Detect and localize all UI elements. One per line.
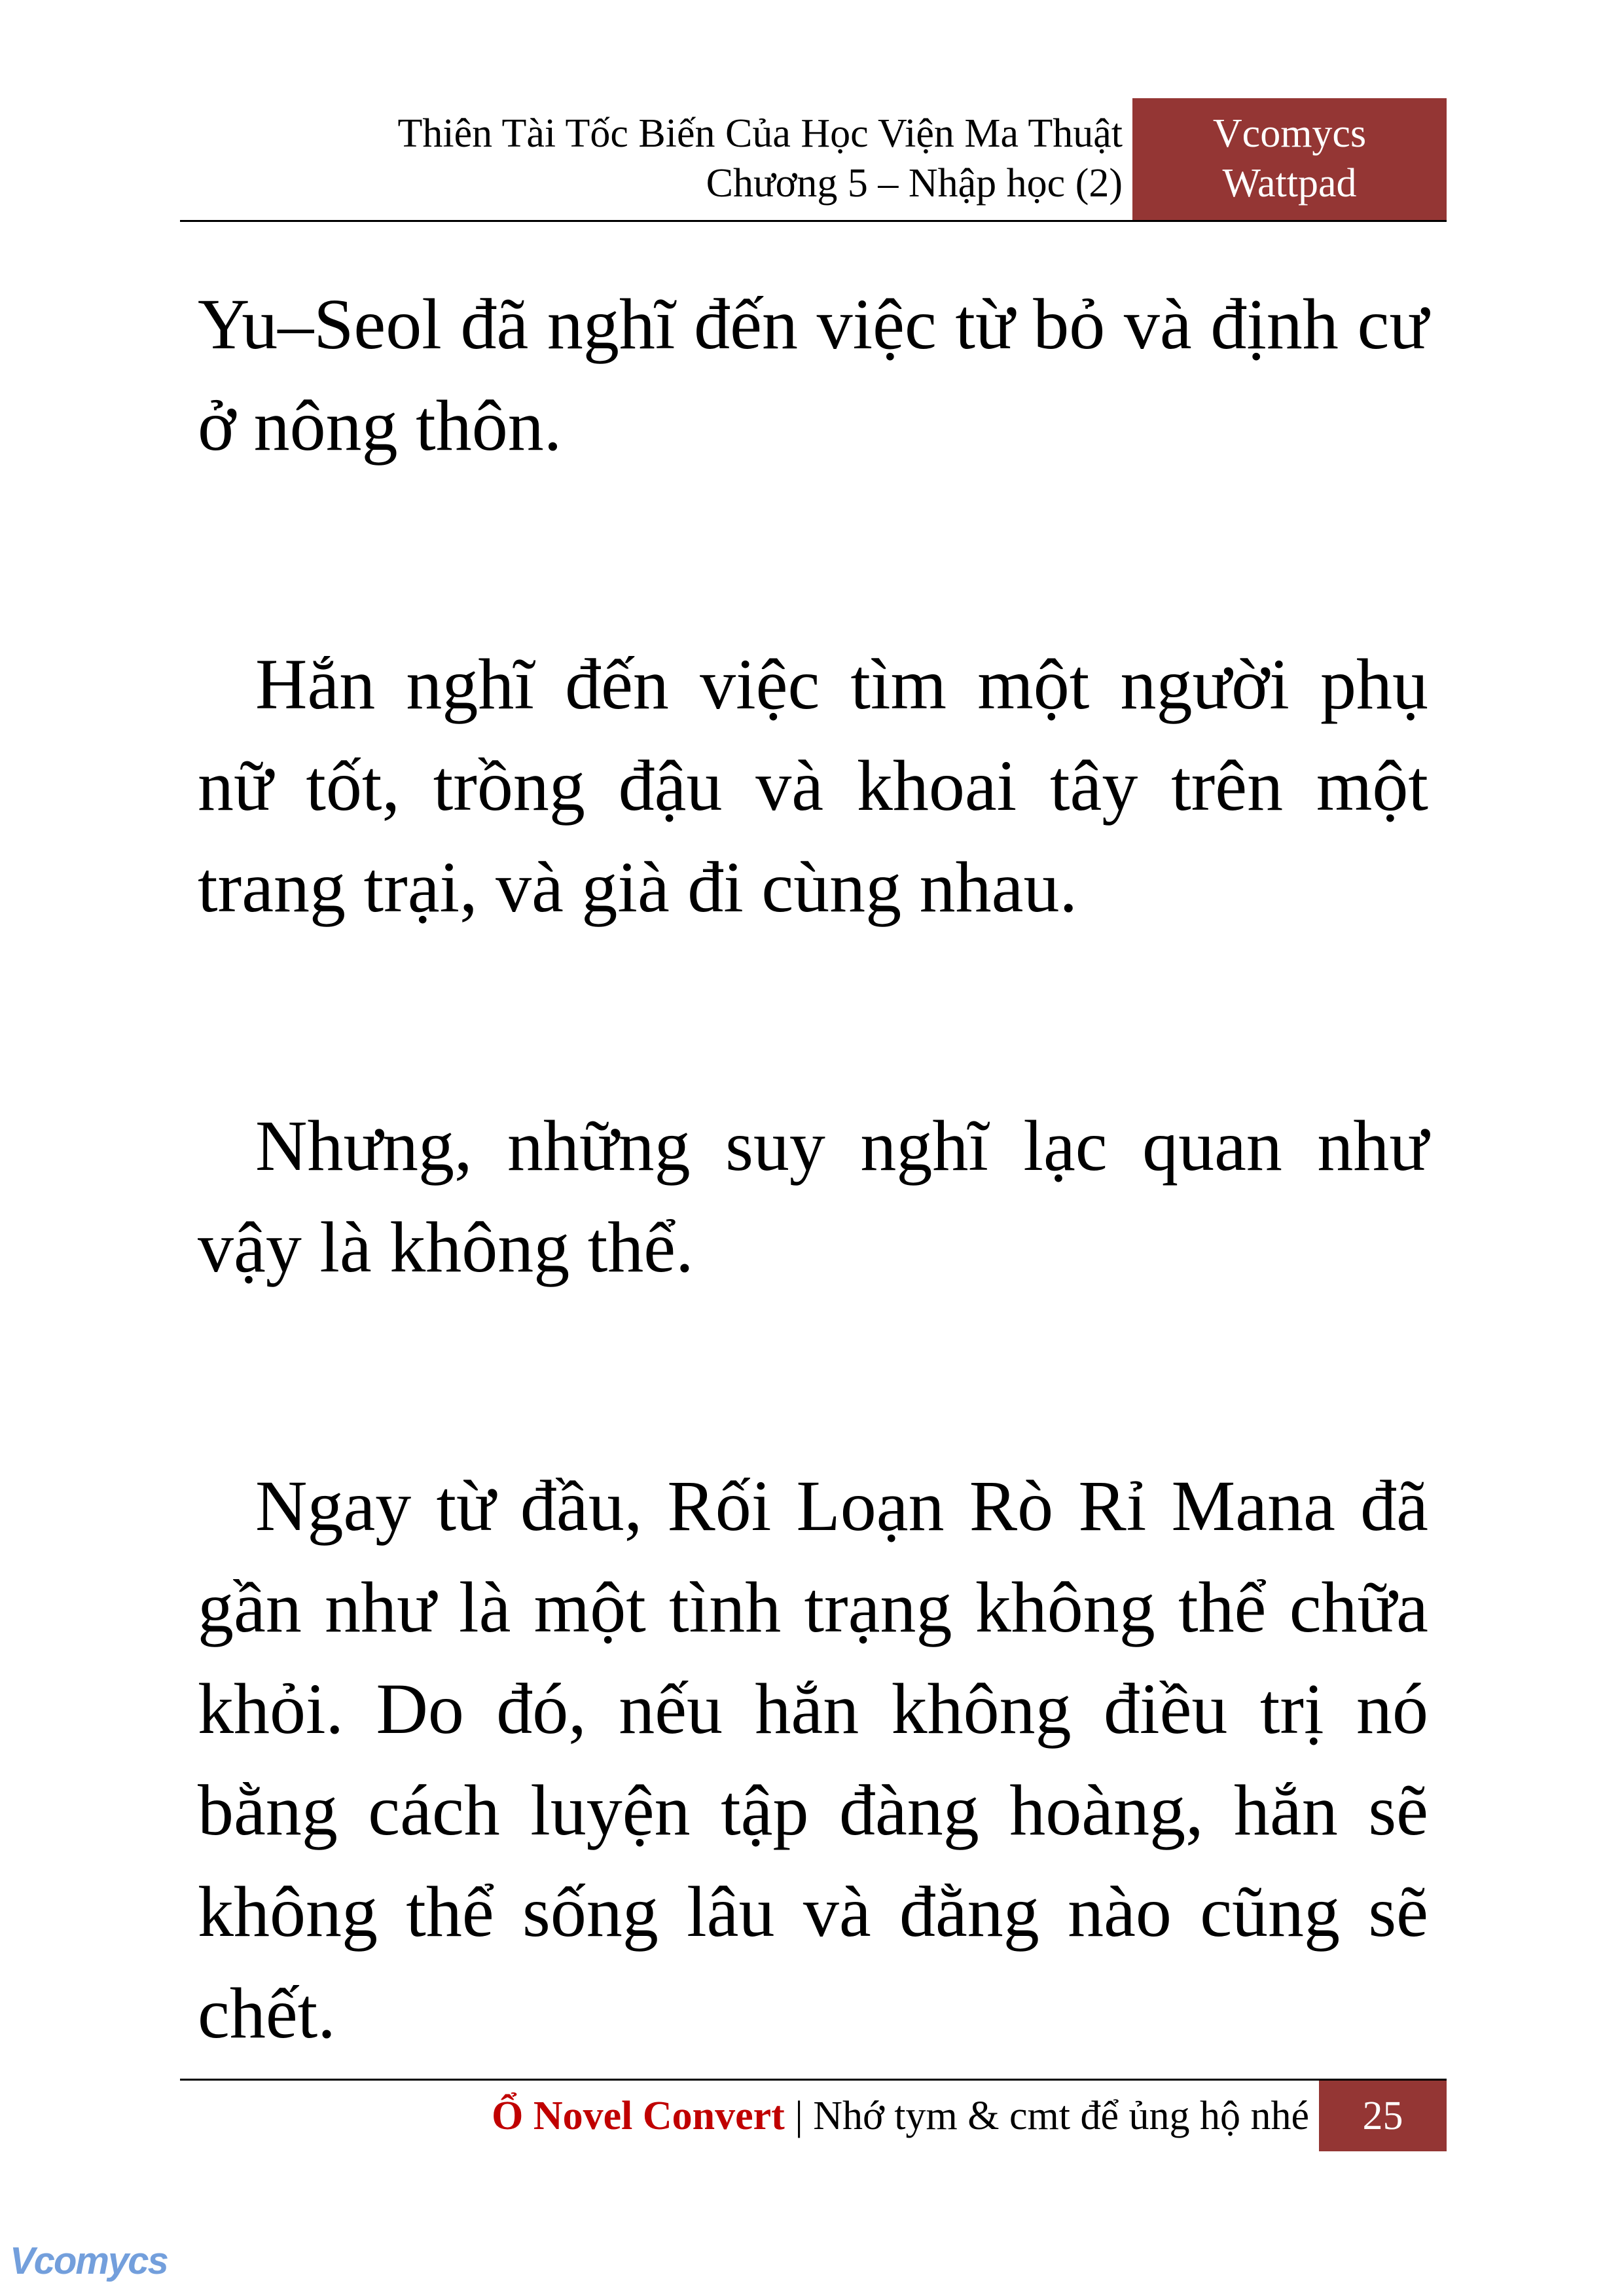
source-badge xyxy=(1132,98,1447,221)
footer-note: Nhớ tym & cmt để ủng hộ nhé xyxy=(813,2094,1309,2138)
page-number: 25 xyxy=(1319,2081,1447,2151)
header-titles xyxy=(180,98,1123,221)
footer-separator: | xyxy=(784,2094,814,2138)
page-footer xyxy=(180,2081,1447,2151)
header-divider xyxy=(180,220,1447,222)
chapter-title: Chương 5 – Nhập học (2) xyxy=(706,161,1123,206)
paragraph-4: Ngay từ đầu, Rối Loạn Rò Rỉ Mana đã gần như là một tình trạng không thể chữa khỏi. Do đó, nếu hắn không điều trị nó bằng cách luyện tập đàng hoàng, hắn sẽ không thể sống lâu và đằng nào cũng sẽ chết. xyxy=(198,1466,1428,2053)
vcomycs-watermark-logo: Vcomycs xyxy=(10,2240,168,2282)
chapter-body xyxy=(198,274,1428,2064)
badge-vcomycs: Vcomycs xyxy=(1212,111,1367,156)
badge-wattpad: Wattpad xyxy=(1222,161,1357,206)
paragraph-3: Nhưng, những suy nghĩ lạc quan như vậy là không thể. xyxy=(198,1106,1428,1287)
footer-brand: Ổ Novel Convert xyxy=(492,2094,785,2138)
book-title: Thiên Tài Tốc Biến Của Học Viện Ma Thuật xyxy=(397,111,1123,156)
paragraph-1: Yu–Seol đã nghĩ đến việc từ bỏ và định cư ở nông thôn. xyxy=(198,284,1428,465)
paragraph-2: Hắn nghĩ đến việc tìm một người phụ nữ tốt, trồng đậu và khoai tây trên một trang trại, và già đi cùng nhau. xyxy=(198,644,1428,927)
page-header xyxy=(180,98,1447,221)
footer-text xyxy=(180,2081,1309,2151)
